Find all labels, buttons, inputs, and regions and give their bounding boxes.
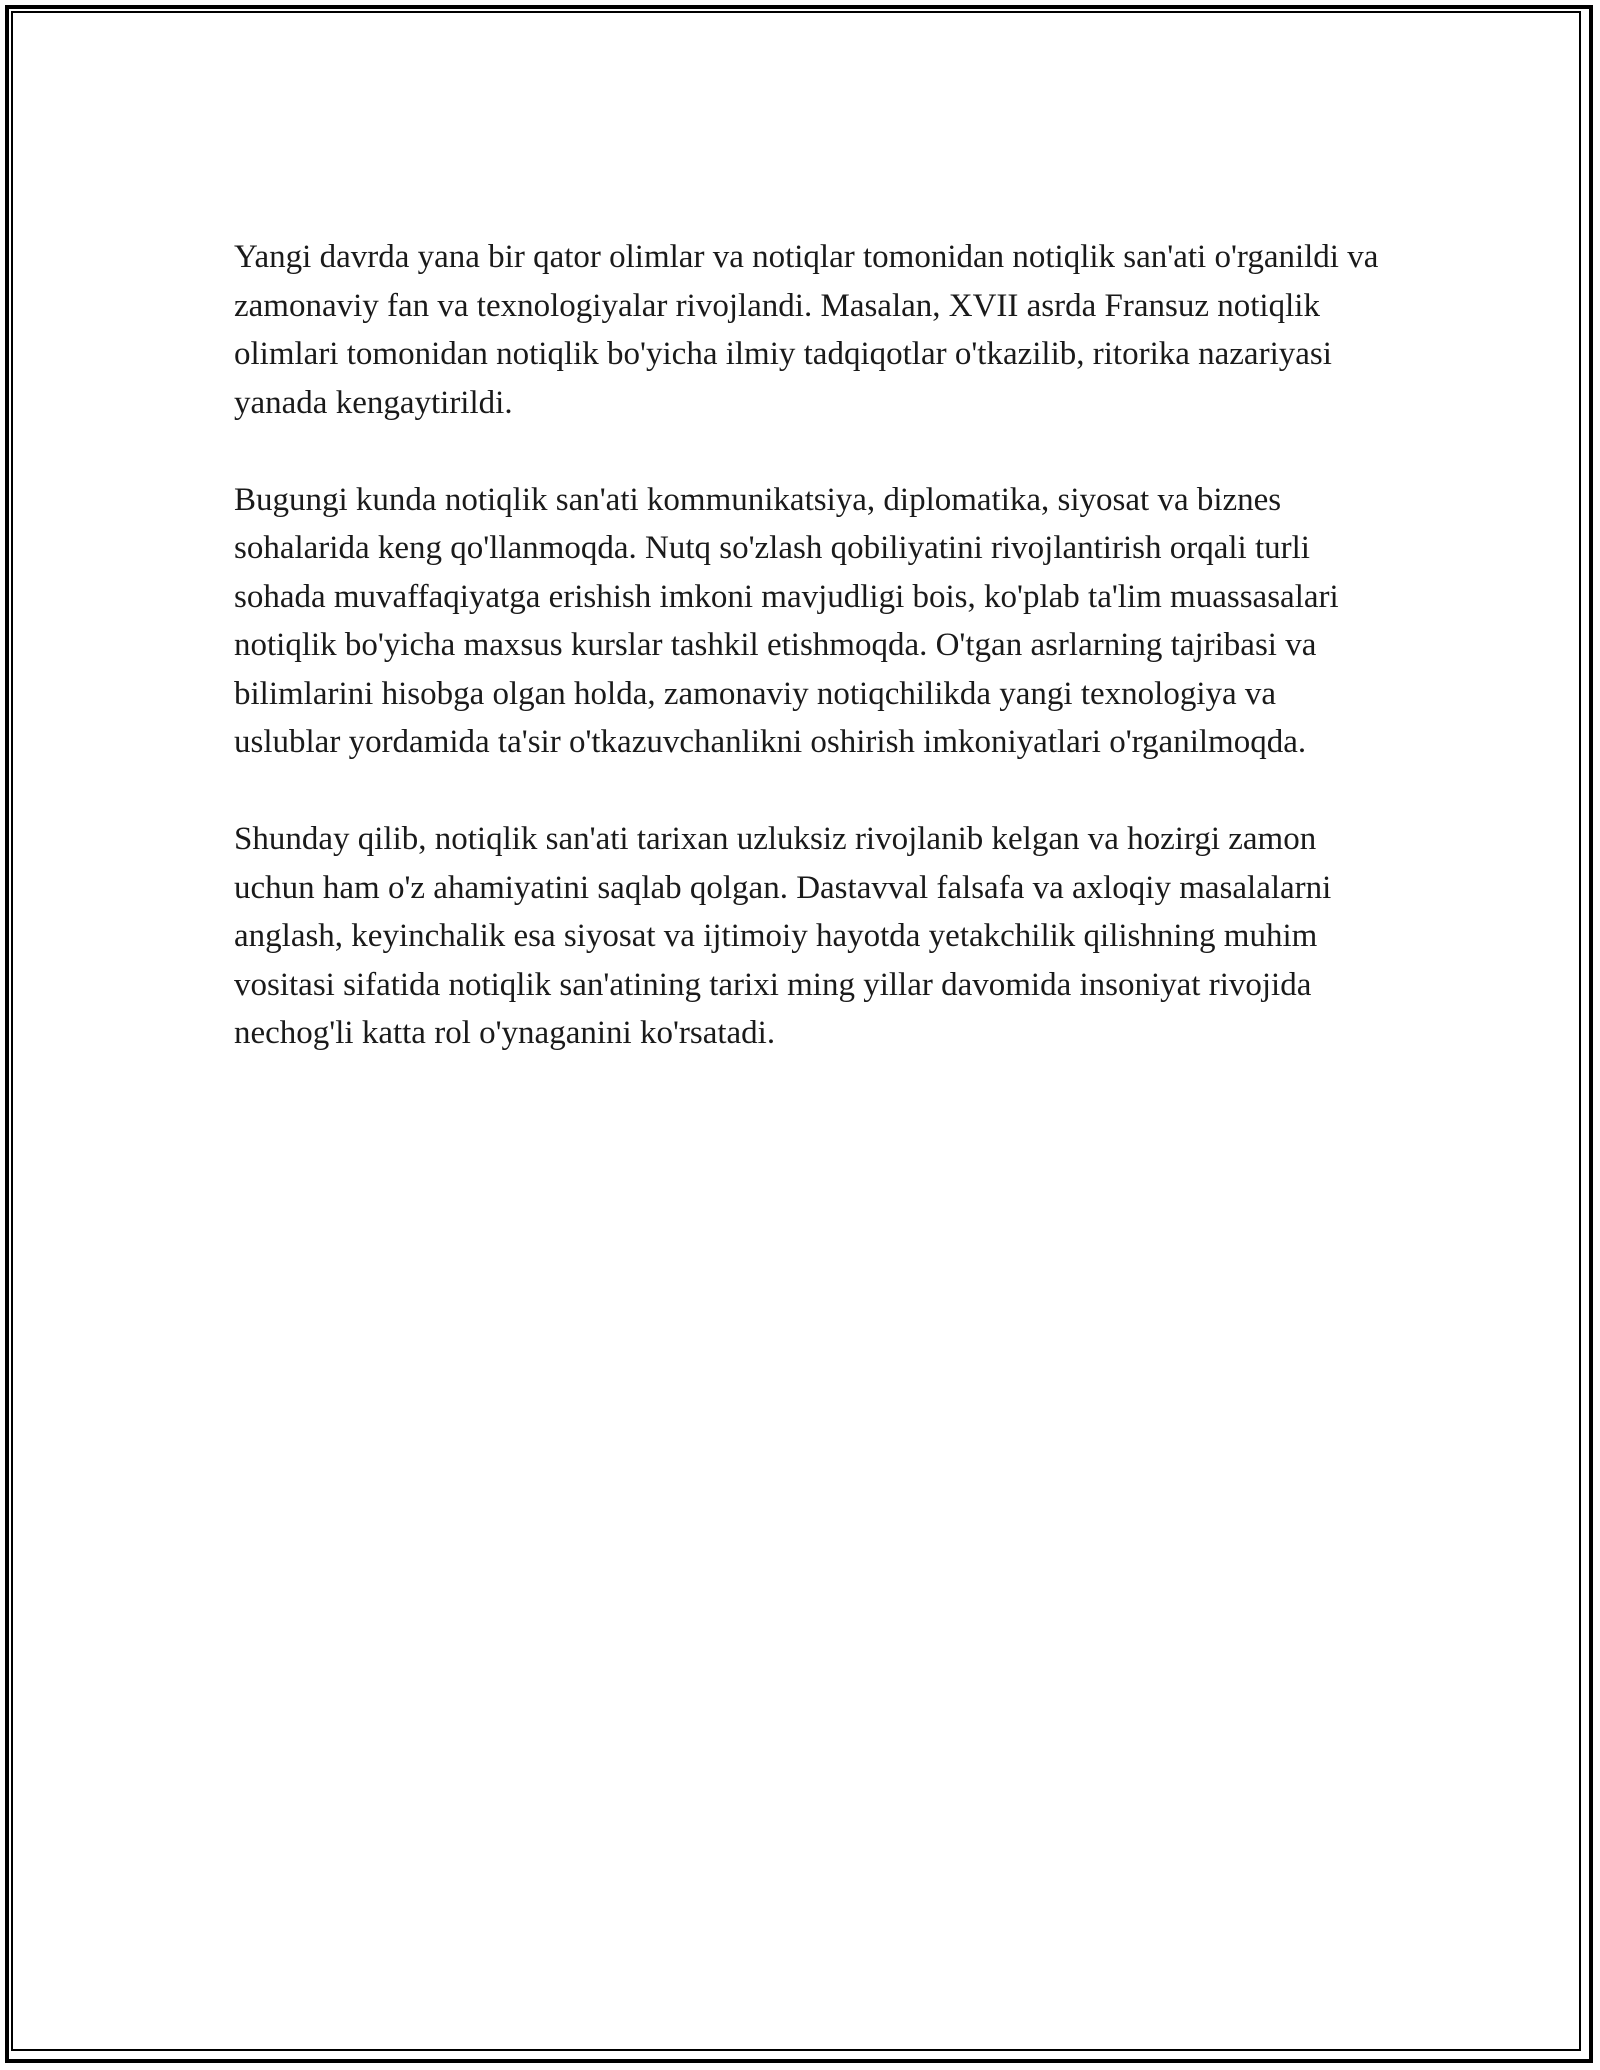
paragraph-2: Bugungi kunda notiqlik san'ati kommunikatsiya, diplomatika, siyosat va biznes sohalarida keng qo'llanmoqda. Nutq so'zlash qobiliyatini rivojlantirish orqali turli sohada muvaffaqiyatga erishish imkoni mavjudligi bois, ko'plab ta'lim muassasalari notiqlik bo'yicha maxsus kurslar tashkil etishmoqda. O'tgan asrlarning tajribasi va bilimlarini hisobga olgan holda, zamonaviy notiqchilikda yangi texnologiya va uslublar yordamida ta'sir o'tkazuvchanlikni oshirish imkoniyatlari o'rganilmoqda. — [234, 481, 1339, 760]
paragraph-3: Shunday qilib, notiqlik san'ati tarixan uzluksiz rivojlanib kelgan va hozirgi zamon uchun ham o'z ahamiyatini saqlab qolgan. Dastavval falsafa va axloqiy masalalarni anglash, keyinchalik esa siyosat va ijtimoiy hayotda yetakchilik qilishning muhim vositasi sifatida notiqlik san'atining tarixi ming yillar davomida insoniyat rivojida nechog'li katta rol o'ynaganini ko'rsatadi. — [234, 821, 1332, 1051]
paragraph-1: Yangi davrda yana bir qator olimlar va notiqlar tomonidan notiqlik san'ati o'rganildi va zamonaviy fan va texnologiyalar rivojlandi. Masalan, XVII asrda Fransuz notiqlik olimlari tomonidan notiqlik bo'yicha ilmiy tadqiqotlar o'tkazilib, ritorika nazariyasi yanada kengaytirildi. — [234, 239, 1379, 421]
document-body — [234, 233, 1384, 1058]
